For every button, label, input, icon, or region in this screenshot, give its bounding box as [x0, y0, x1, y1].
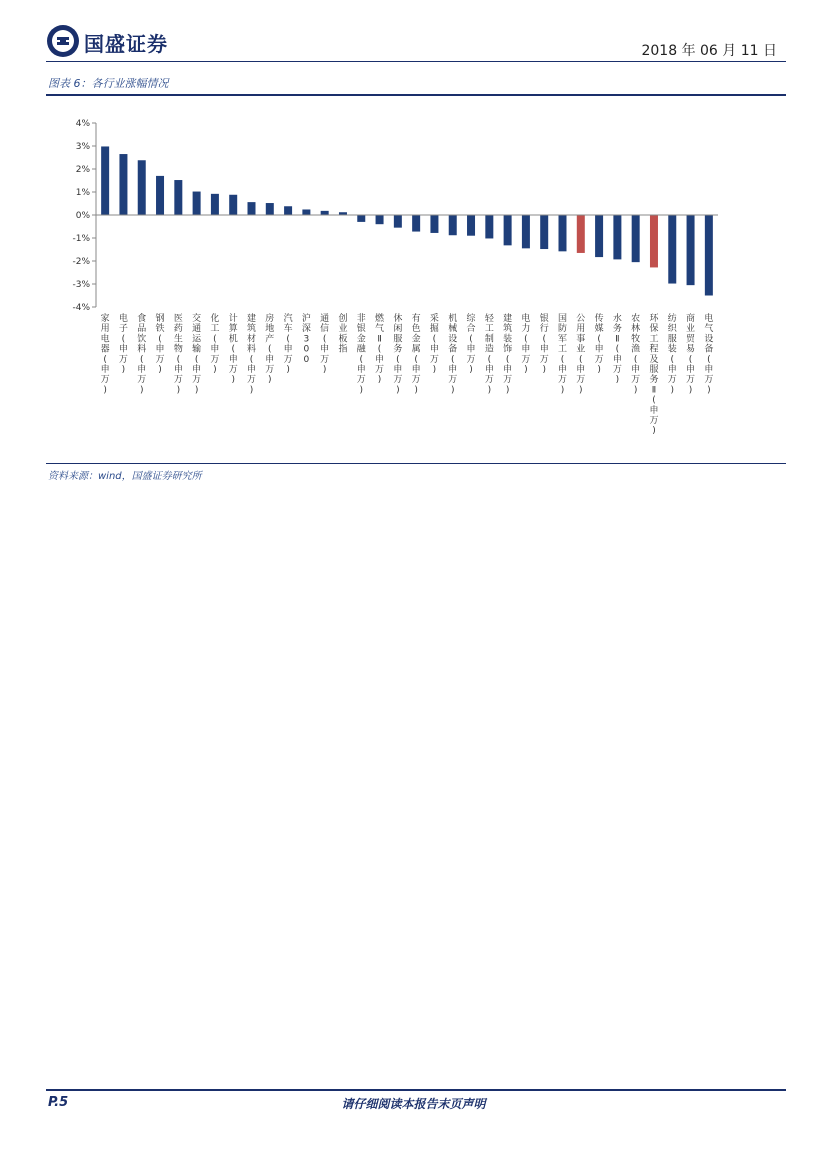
- y-tick-label: -4%: [72, 303, 90, 313]
- x-tick-label: 轻工制造(申万): [484, 314, 494, 396]
- x-tick-label: 建筑材料(申万): [246, 314, 257, 396]
- x-tick-label: 燃气 Ⅱ (申万): [375, 314, 385, 386]
- bar: [174, 180, 182, 215]
- x-tick-label: 医药生物(申万): [173, 314, 183, 396]
- x-tick-label: 交通运输(申万): [192, 314, 202, 396]
- x-tick-label: 食品饮料(申万): [137, 314, 147, 396]
- bar: [266, 203, 274, 215]
- bar: [101, 146, 109, 215]
- bar: [559, 215, 567, 251]
- footer-divider: [46, 1089, 786, 1091]
- x-tick-label: 建筑装饰(申万): [503, 314, 513, 396]
- y-tick-label: 1%: [75, 188, 90, 198]
- x-tick-label: 电气设备(申万): [704, 314, 714, 396]
- x-tick-label: 传媒(申万): [594, 314, 604, 375]
- bar: [467, 215, 475, 236]
- x-tick-label: 水务 Ⅱ (申万): [612, 314, 622, 386]
- bar: [705, 215, 713, 296]
- page-header: [0, 0, 827, 100]
- x-tick-label: 非银金融(申万): [356, 314, 366, 396]
- x-tick-label: 计算机(申万): [228, 314, 238, 386]
- x-tick-label: 采掘(申万): [429, 314, 439, 375]
- x-tick-label: 化工(申万): [210, 314, 220, 375]
- x-tick-label: 机械设备(申万): [448, 314, 458, 396]
- bar: [449, 215, 457, 235]
- bar: [577, 215, 585, 253]
- x-tick-label: 钢铁(申万): [155, 314, 165, 375]
- bar: [650, 215, 658, 267]
- y-tick-label: 4%: [75, 119, 90, 129]
- x-tick-label: 电子(申万): [118, 314, 128, 375]
- bar: [193, 192, 201, 215]
- source-divider: [46, 463, 786, 464]
- bar: [687, 215, 695, 285]
- x-tick-label: 国防军工(申万): [557, 314, 568, 396]
- bar: [357, 215, 365, 222]
- x-tick-label: 创业板指: [338, 314, 348, 355]
- x-tick-label: 家用电器(申万): [100, 314, 110, 396]
- logo-icon: [46, 24, 80, 58]
- bar: [632, 215, 640, 262]
- bar: [430, 215, 438, 233]
- bar: [613, 215, 621, 259]
- y-tick-label: -1%: [72, 234, 90, 244]
- x-tick-label: 房地产(申万): [265, 314, 275, 386]
- bar: [595, 215, 603, 257]
- header-divider: [46, 61, 786, 62]
- footer-disclaimer: 请仔细阅读本报告末页声明: [341, 1097, 486, 1111]
- x-tick-label: 电力(申万): [521, 314, 531, 375]
- industry-return-bar-chart: [46, 108, 786, 460]
- x-tick-label: 银行(申万): [539, 314, 549, 375]
- x-tick-label: 纺织服装(申万): [667, 314, 677, 396]
- bar: [540, 215, 548, 249]
- x-tick-label: 综合(申万): [466, 314, 476, 375]
- bar: [211, 194, 219, 215]
- x-tick-label: 汽车(申万): [283, 314, 293, 375]
- x-tick-label: 环保工程及服务 Ⅱ (申万): [649, 314, 659, 437]
- logo-text: 国盛证券: [84, 32, 168, 56]
- y-tick-label: 2%: [75, 165, 90, 175]
- x-tick-label: 有色金属(申万): [411, 314, 421, 396]
- bar: [412, 215, 420, 232]
- x-tick-label: 沪深 3 0 0: [301, 314, 311, 365]
- page-number: P.5: [48, 1095, 69, 1110]
- bar: [302, 209, 310, 215]
- title-divider: [46, 94, 786, 96]
- bar: [376, 215, 384, 224]
- x-tick-label: 商业贸易(申万): [686, 314, 696, 396]
- y-tick-label: -3%: [72, 280, 90, 290]
- y-tick-label: -2%: [72, 257, 90, 267]
- bar: [321, 211, 329, 215]
- bar: [394, 215, 402, 228]
- bar: [119, 154, 127, 215]
- bar: [668, 215, 676, 284]
- x-tick-label: 休闲服务(申万): [393, 314, 403, 396]
- x-tick-label: 农林牧渔(申万): [631, 314, 641, 396]
- bar: [522, 215, 530, 248]
- bar: [248, 202, 256, 215]
- x-tick-label: 通信(申万): [320, 314, 330, 375]
- report-date: 2018 年 06 月 11 日: [641, 43, 777, 59]
- x-tick-label: 公用事业(申万): [576, 314, 586, 396]
- y-tick-label: 0%: [75, 211, 90, 221]
- bar: [156, 176, 164, 215]
- bar: [229, 195, 237, 215]
- figure-title: 图表 6：各行业涨幅情况: [48, 77, 169, 90]
- company-logo: [46, 24, 196, 60]
- bar: [485, 215, 493, 238]
- bar: [284, 206, 292, 215]
- bar: [504, 215, 512, 245]
- bar: [138, 160, 146, 215]
- figure-source: 资料来源：wind，国盛证券研究所: [48, 471, 202, 482]
- y-tick-label: 3%: [75, 142, 90, 152]
